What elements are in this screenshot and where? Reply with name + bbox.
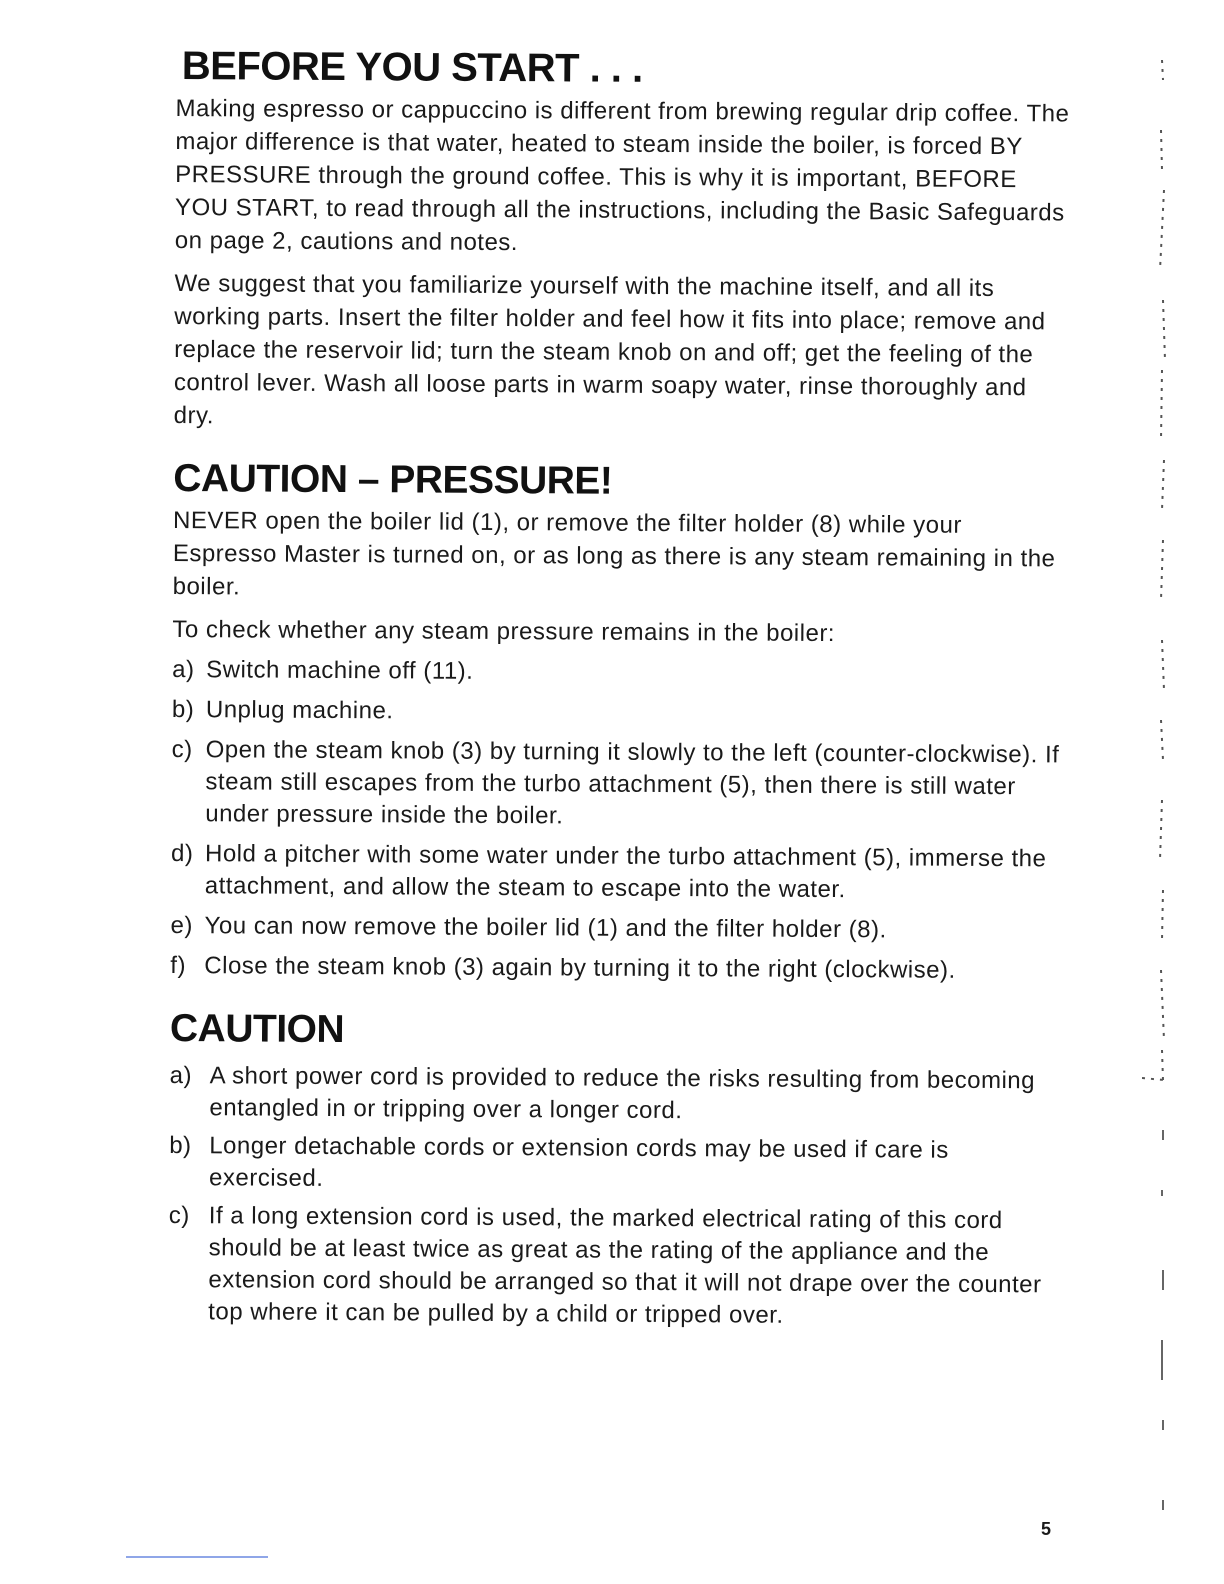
scan-edge-artifact — [1142, 40, 1182, 1540]
caution-pressure-section — [170, 454, 1073, 987]
caution-section — [168, 1004, 1070, 1333]
pressure-check-intro: To check whether any steam pressure remains in the boiler: — [172, 615, 836, 648]
caution-item — [169, 1130, 1069, 1199]
step-text: Switch machine off (11). — [206, 656, 474, 685]
caution-item — [169, 1060, 1069, 1129]
step-text: Open the steam knob (3) by turning it slowly to the left (counter-clockwise). If steam still escapes from the turbo attachment (5), then there is still water under pressure inside the boiler. — [205, 736, 1060, 830]
step-text: Close the steam knob (3) again by turning it to the right (clockwise). — [204, 952, 956, 984]
step-item — [170, 950, 1070, 987]
caution-heading: CAUTION — [169, 1006, 345, 1052]
caution-pressure-heading: CAUTION – PRESSURE! — [173, 456, 613, 503]
caution-pressure-paragraph: NEVER open the boiler lid (1), or remove the filter holder (8) while your Espresso Master is turned on, or as long as there is any steam remaining in the boiler. — [172, 506, 1056, 601]
page-number: 5 — [1041, 1519, 1052, 1539]
before-you-start-paragraph-2: We suggest that you familiarize yourself with the machine itself, and all its working parts. Insert the filter holder and feel how it fits into place; remove and replace the reservoir lid; turn the steam knob on and off; get the feeling of the control lever. Wash all loose parts in warm soapy water, rinse thoroughly and dry. — [173, 269, 1046, 430]
caution-text: If a long extension cord is used, the marked electrical rating of this cord should be at least twice as great as the rating of the appliance and the extension cord should be arranged so that it will not drape over the counter top where it can be pulled by a child or tripped over. — [208, 1202, 1042, 1329]
step-item — [171, 838, 1071, 907]
step-letter: b) — [171, 695, 195, 724]
step-text: You can now remove the boiler lid (1) and the filter holder (8). — [204, 912, 887, 944]
step-text: Hold a pitcher with some water under the turbo attachment (5), immerse the attachment, and allow the steam to escape into the water. — [204, 840, 1047, 904]
step-letter: e) — [170, 911, 194, 940]
page-content — [168, 40, 1076, 1333]
caution-letter: c) — [168, 1201, 190, 1230]
caution-item — [168, 1200, 1069, 1333]
before-you-start-heading: BEFORE YOU START . . . — [181, 44, 643, 91]
step-item — [170, 910, 1070, 947]
step-letter: f) — [170, 951, 187, 980]
pressure-check-steps — [170, 654, 1072, 987]
step-letter: a) — [172, 655, 195, 684]
caution-text: Longer detachable cords or extension cords may be used if care is exercised. — [208, 1132, 949, 1192]
footer-rule — [126, 1556, 268, 1558]
step-item — [172, 694, 1072, 731]
step-letter: d) — [170, 839, 194, 868]
caution-letter: b) — [169, 1131, 192, 1160]
caution-text: A short power cord is provided to reduce the risks resulting from becoming entangled in or tripping over a longer cord. — [209, 1062, 1036, 1125]
step-text: Unplug machine. — [205, 696, 394, 725]
caution-letter: a) — [169, 1061, 193, 1090]
step-item — [171, 734, 1072, 835]
before-you-start-paragraph-1: Making espresso or cappuccino is different from brewing regular drip coffee. The major difference is that water, heated to steam inside the boiler, is forced BY PRESSURE through the ground coffee. This is why it is important, BEFORE YOU START, to read through all the instructions, including the Basic Safeguards on page 2, cautions and notes. — [174, 94, 1070, 257]
step-letter: c) — [171, 735, 193, 764]
caution-steps — [168, 1060, 1070, 1333]
before-you-start-section — [174, 40, 1076, 437]
step-item — [172, 654, 1072, 691]
